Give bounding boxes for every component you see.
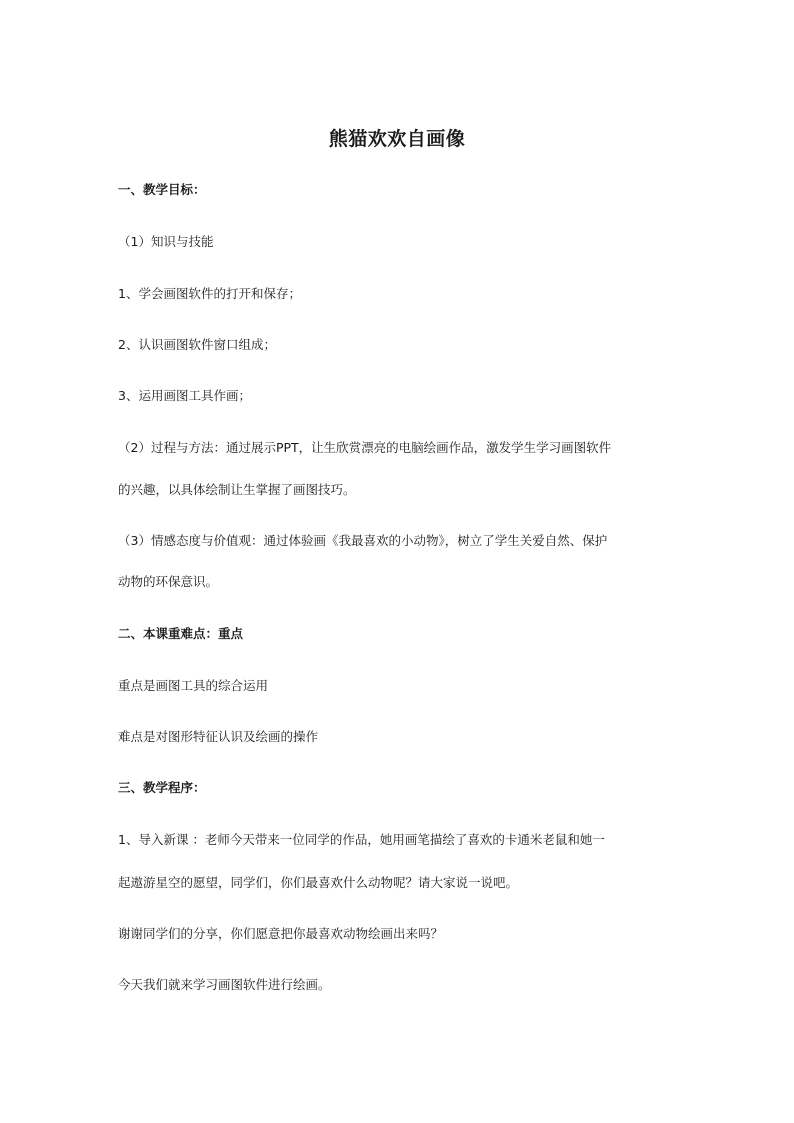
- paragraph-line: （2）过程与方法：通过展示PPT，让生欣赏漂亮的电脑绘画作品，激发学生学习画图软件: [118, 440, 612, 455]
- paragraph-line: （3）情感态度与价值观：通过体验画《我最喜欢的小动物》，树立了学生关爱自然、保护: [118, 533, 608, 548]
- paragraph-line: 重点是画图工具的综合运用: [118, 678, 269, 693]
- paragraph-line: 起遨游星空的愿望，同学们，你们最喜欢什么动物呢？请大家说一说吧。: [118, 875, 519, 890]
- paragraph-line: 谢谢同学们的分享，你们愿意把你最喜欢动物绘画出来吗？: [118, 926, 444, 941]
- paragraph-line: 1、导入新课 ：老师今天带来一位同学的作品，她用画笔描绘了喜欢的卡通米老鼠和她一: [118, 832, 605, 847]
- paragraph-line: 1、学会画图软件的打开和保存；: [118, 286, 301, 301]
- paragraph-line: （1）知识与技能: [118, 234, 214, 249]
- paragraph-line: 的兴趣，以具体绘制让生掌握了画图技巧。: [118, 482, 356, 497]
- section-heading-key-points: 二、本课重难点：重点: [118, 626, 244, 641]
- paragraph-line: 今天我们就来学习画图软件进行绘画。: [118, 977, 331, 992]
- section-heading-procedure: 三、教学程序：: [118, 780, 206, 795]
- document-title: 熊猫欢欢自画像: [328, 128, 466, 150]
- paragraph-line: 3、运用画图工具作画；: [118, 388, 251, 403]
- section-heading-objectives: 一、教学目标：: [118, 182, 206, 197]
- paragraph-line: 动物的环保意识。: [118, 574, 219, 589]
- paragraph-line: 难点是对图形特征认识及绘画的操作: [118, 729, 319, 744]
- paragraph-line: 2、认识画图软件窗口组成；: [118, 337, 276, 352]
